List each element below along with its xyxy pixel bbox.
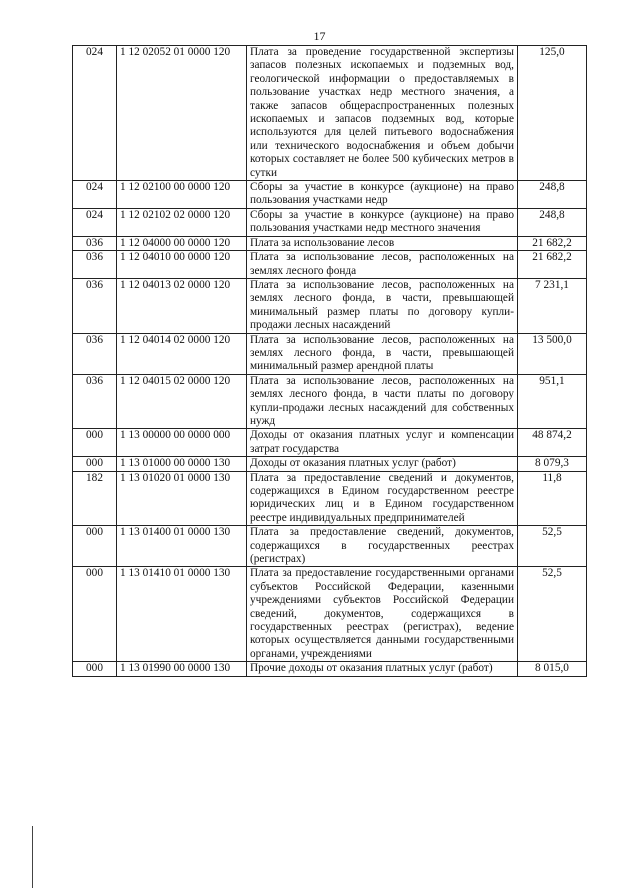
table-body <box>73 46 587 677</box>
table-row <box>73 662 587 676</box>
admin-code-cell: 000 <box>73 567 117 662</box>
revenue-name-cell: Доходы от оказания платных услуг (работ) <box>247 457 518 471</box>
admin-code-cell: 024 <box>73 46 117 181</box>
amount-cell: 48 874,2 <box>518 429 587 457</box>
table-row <box>73 46 587 181</box>
table-row <box>73 374 587 429</box>
admin-code-cell: 182 <box>73 471 117 526</box>
budget-code-cell: 1 13 01990 00 0000 130 <box>117 662 247 676</box>
admin-code-cell: 036 <box>73 374 117 429</box>
budget-code-cell: 1 13 01020 01 0000 130 <box>117 471 247 526</box>
admin-code-cell: 036 <box>73 333 117 374</box>
revenue-name-cell: Плата за предоставление государственными органами субъектов Российской Федерации, казенными учреждениями субъектов Российской Федерации сведений, документов, содержащихся в государственных реестрах (регистрах), ведение которых осуществляется данными государственными органами, учреждениями <box>247 567 518 662</box>
page-number: 17 <box>313 29 326 43</box>
amount-cell: 7 231,1 <box>518 278 587 333</box>
budget-code-cell: 1 12 02100 00 0000 120 <box>117 181 247 209</box>
table-row <box>73 567 587 662</box>
amount-cell: 125,0 <box>518 46 587 181</box>
amount-cell: 52,5 <box>518 567 587 662</box>
admin-code-cell: 024 <box>73 208 117 236</box>
table-row <box>73 278 587 333</box>
admin-code-cell: 024 <box>73 181 117 209</box>
revenue-name-cell: Плата за использование лесов, расположенных на землях лесного фонда <box>247 251 518 279</box>
table-row <box>73 251 587 279</box>
admin-code-cell: 000 <box>73 662 117 676</box>
revenue-name-cell: Плата за проведение государственной экспертизы запасов полезных ископаемых и подземных вод, геологической информации о предоставляемых в пользование участках недр местного значения, а также запасов общераспространенных полезных ископаемых и запасов подземных вод, которые используются для целей питьевого водоснабжения или технического водоснабжения и объем добычи которых составляет не более 500 кубических метров в сутки <box>247 46 518 181</box>
budget-code-cell: 1 12 04014 02 0000 120 <box>117 333 247 374</box>
table-row <box>73 429 587 457</box>
budget-code-cell: 1 12 04010 00 0000 120 <box>117 251 247 279</box>
revenue-name-cell: Плата за предоставление сведений, документов, содержащихся в государственных реестрах (регистрах) <box>247 526 518 567</box>
budget-code-cell: 1 12 04000 00 0000 120 <box>117 236 247 250</box>
budget-code-cell: 1 13 00000 00 0000 000 <box>117 429 247 457</box>
amount-cell: 21 682,2 <box>518 251 587 279</box>
amount-cell: 8 015,0 <box>518 662 587 676</box>
admin-code-cell: 036 <box>73 251 117 279</box>
revenue-name-cell: Доходы от оказания платных услуг и компенсации затрат государства <box>247 429 518 457</box>
amount-cell: 248,8 <box>518 208 587 236</box>
table-row <box>73 236 587 250</box>
amount-cell: 52,5 <box>518 526 587 567</box>
revenue-table <box>72 45 587 677</box>
revenue-name-cell: Плата за использование лесов, расположенных на землях лесного фонда, в части, превышающей минимальный размер платы по договору купли-продажи лесных насаждений <box>247 278 518 333</box>
admin-code-cell: 036 <box>73 236 117 250</box>
amount-cell: 21 682,2 <box>518 236 587 250</box>
table-row <box>73 526 587 567</box>
revenue-name-cell: Плата за использование лесов, расположенных на землях лесного фонда, в части платы по договору купли-продажи лесных насаждений для собственных нужд <box>247 374 518 429</box>
amount-cell: 11,8 <box>518 471 587 526</box>
amount-cell: 951,1 <box>518 374 587 429</box>
amount-cell: 248,8 <box>518 181 587 209</box>
table-row <box>73 208 587 236</box>
budget-code-cell: 1 12 04015 02 0000 120 <box>117 374 247 429</box>
budget-code-cell: 1 12 02052 01 0000 120 <box>117 46 247 181</box>
table-row <box>73 333 587 374</box>
admin-code-cell: 000 <box>73 526 117 567</box>
revenue-name-cell: Плата за использование лесов, расположенных на землях лесного фонда, в части, превышающей минимальный размер арендной платы <box>247 333 518 374</box>
budget-code-cell: 1 13 01410 01 0000 130 <box>117 567 247 662</box>
budget-code-cell: 1 13 01000 00 0000 130 <box>117 457 247 471</box>
admin-code-cell: 000 <box>73 429 117 457</box>
revenue-name-cell: Сборы за участие в конкурсе (аукционе) на право пользования участками недр <box>247 181 518 209</box>
revenue-name-cell: Плата за предоставление сведений и документов, содержащихся в Едином государственном реестре юридических лиц и в Едином государственном реестре индивидуальных предпринимателей <box>247 471 518 526</box>
amount-cell: 13 500,0 <box>518 333 587 374</box>
table-row <box>73 457 587 471</box>
table-row <box>73 471 587 526</box>
budget-code-cell: 1 12 02102 02 0000 120 <box>117 208 247 236</box>
revenue-name-cell: Прочие доходы от оказания платных услуг (работ) <box>247 662 518 676</box>
amount-cell: 8 079,3 <box>518 457 587 471</box>
admin-code-cell: 000 <box>73 457 117 471</box>
revenue-name-cell: Сборы за участие в конкурсе (аукционе) на право пользования участками недр местного значения <box>247 208 518 236</box>
budget-code-cell: 1 13 01400 01 0000 130 <box>117 526 247 567</box>
revenue-name-cell: Плата за использование лесов <box>247 236 518 250</box>
margin-line <box>32 826 33 888</box>
budget-code-cell: 1 12 04013 02 0000 120 <box>117 278 247 333</box>
admin-code-cell: 036 <box>73 278 117 333</box>
table-row <box>73 181 587 209</box>
